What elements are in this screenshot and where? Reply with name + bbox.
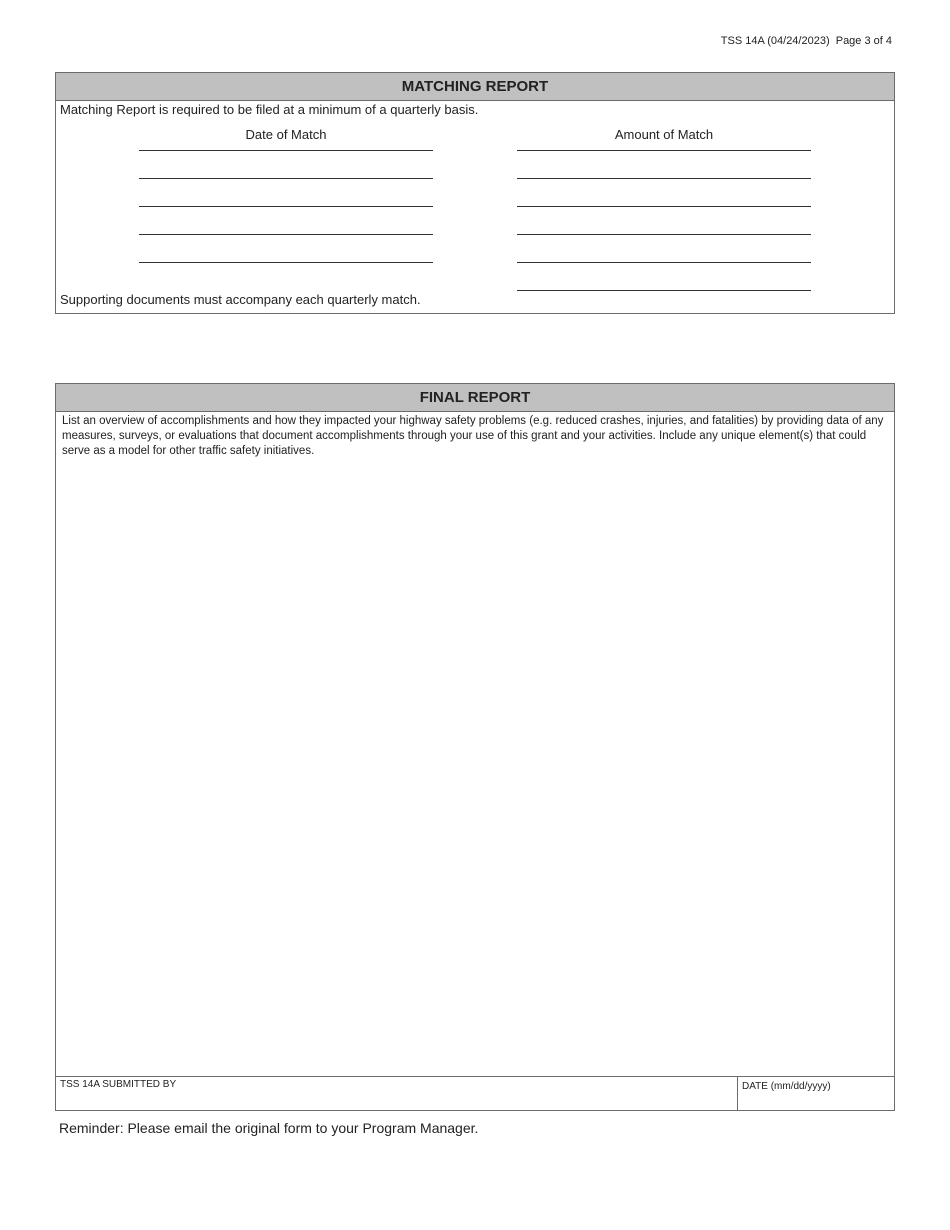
date-of-match-field-1[interactable] xyxy=(139,150,433,151)
submitted-by-label: TSS 14A SUBMITTED BY xyxy=(60,1079,177,1090)
submission-date-label: DATE (mm/dd/yyyy) xyxy=(742,1081,831,1092)
submitted-by-field[interactable] xyxy=(56,1077,738,1110)
amount-of-match-field-5[interactable] xyxy=(517,262,811,263)
date-of-match-field-4[interactable] xyxy=(139,234,433,235)
amount-of-match-field-1[interactable] xyxy=(517,150,811,151)
final-report-instructions: List an overview of accomplishments and how they impacted your highway safety problems (e.g. reduced crashes, injuries, and fatalities) by providing data of any measures, surveys, or evaluations that document accomplishments through your use of this grant and your activities. Include any unique element(s) that could serve as a model for other traffic safety initiatives. xyxy=(62,415,884,457)
matching-report-note: Matching Report is required to be filed at a minimum of a quarterly basis. xyxy=(60,102,479,117)
signature-row xyxy=(56,1076,894,1110)
final-report-text-area[interactable] xyxy=(56,459,894,1076)
date-of-match-field-5[interactable] xyxy=(139,262,433,263)
amount-of-match-header: Amount of Match xyxy=(614,127,714,142)
amount-of-match-field-6[interactable] xyxy=(517,290,811,291)
date-of-match-field-3[interactable] xyxy=(139,206,433,207)
date-of-match-field-2[interactable] xyxy=(139,178,433,179)
final-report-title: FINAL REPORT xyxy=(56,384,894,412)
matching-report-section xyxy=(55,72,895,314)
supporting-documents-note: Supporting documents must accompany each quarterly match. xyxy=(60,292,421,307)
final-report-section xyxy=(55,383,895,1111)
form-id: TSS 14A (04/24/2023) Page 3 of 4 xyxy=(720,35,892,47)
reminder-text: Reminder: Please email the original form to your Program Manager. xyxy=(59,1120,479,1136)
amount-of-match-field-3[interactable] xyxy=(517,206,811,207)
amount-of-match-field-2[interactable] xyxy=(517,178,811,179)
amount-of-match-field-4[interactable] xyxy=(517,234,811,235)
submission-date-field[interactable] xyxy=(738,1077,894,1110)
date-of-match-header: Date of Match xyxy=(245,127,327,142)
matching-report-title: MATCHING REPORT xyxy=(56,73,894,101)
